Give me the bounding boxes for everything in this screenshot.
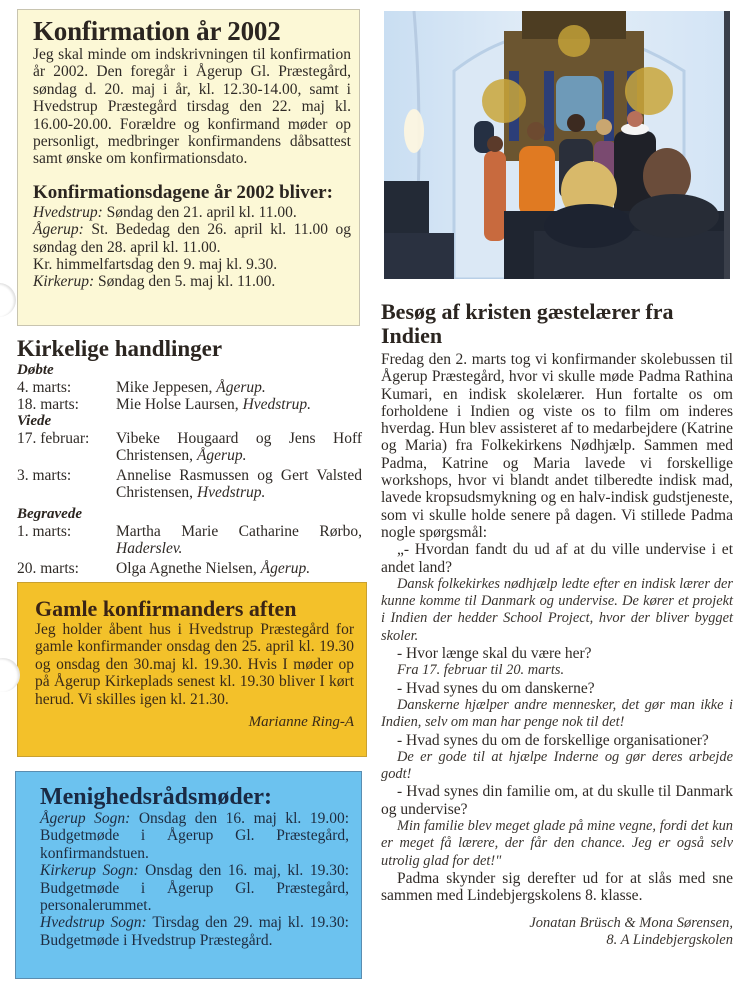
day-text: Søndag den 5. maj kl. 11.00.: [94, 273, 276, 291]
kirkelige-title: Kirkelige handlinger: [17, 336, 223, 361]
entry-place: Hvedstrup.: [196, 484, 266, 501]
parish-label: Kirkerup Sogn:: [40, 862, 139, 880]
konfirmationsdag-item: [33, 221, 351, 256]
list-item: [17, 379, 362, 396]
signature-school: 8. A Lindebjergskolen: [606, 931, 733, 948]
interview-answer: Dansk folkekirkes nødhjælp ledte efter en indisk lærer der kunne komme til Danmark og undervise. De kører et projekt i Indien der hedder School Project, hvor der bliver bygget skoler.: [381, 575, 733, 644]
article-section: [381, 300, 733, 949]
day-text: Søndag den 21. april kl. 11.00.: [102, 203, 297, 221]
list-item: [17, 396, 362, 413]
entry-place: Hvedstrup.: [242, 396, 312, 413]
list-item: [17, 430, 362, 464]
article-outro: Padma skynder sig derefter ud for at slås med sne sammen med Lindebjergskolens 8. klasse.: [381, 869, 733, 905]
menighed-title: Menighedsrådsmøder:: [40, 784, 272, 810]
meeting-item: [40, 810, 349, 862]
interview-question: - Hvor længe skal du være her?: [397, 645, 592, 663]
entry-date: 17. februar:: [17, 430, 90, 447]
parish-label: Ågerup Sogn:: [40, 810, 131, 827]
entry-place: Haderslev.: [116, 540, 183, 557]
meeting-item: [40, 862, 349, 914]
article-signature: [381, 915, 733, 949]
place-label: Hvedstrup:: [33, 203, 103, 221]
church-photo: [384, 11, 730, 279]
entry-name: Martha Marie Catharine Rørbo,: [116, 523, 362, 540]
section-heading-dobte: Døbte: [17, 362, 54, 378]
interview-answer: De er gode til at hjælpe Inderne og gør deres arbejde godt!: [381, 748, 733, 783]
signature-authors: Jonatan Brüsch & Mona Sørensen,: [529, 914, 733, 931]
list-item: [17, 560, 362, 577]
entry-place: Ågerup.: [216, 379, 266, 396]
entry-name: Vibeke Hougaard og Jens Hoff Christensen,: [116, 430, 362, 464]
konfirmation-title: Konfirmation år 2002: [33, 16, 281, 46]
konfirmationsdage-heading: Konfirmationsdagene år 2002 bliver:: [33, 181, 333, 203]
entry-date: 18. marts:: [17, 396, 79, 413]
meeting-item: [40, 914, 349, 949]
konfirmation-box: [17, 9, 360, 326]
konfirmation-body: Jeg skal minde om indskrivningen til konfirmation år 2002. Den foregår i Ågerup Gl. Præstegård, søndag d. 20. maj i år, kl. 12.30-14.00, samt i Hvedstrup Præstegård tirsdag den 22. maj kl. 16.00-20.00. Forældre og konfirmand møder op personligt, medbringer konfirmandens dåbsattest samt ønske om konfirmationsdato.: [33, 46, 351, 168]
list-item: [17, 523, 362, 557]
entry-date: 4. marts:: [17, 379, 72, 396]
interview-question: - Hvad synes du om de forskellige organisationer?: [397, 731, 709, 749]
article-title: Besøg af kristen gæstelærer fra Indien: [381, 299, 674, 348]
entry-name: Mike Jeppesen,: [116, 379, 217, 396]
gamle-body: Jeg holder åbent hus i Hvedstrup Præstegård for gamle konfirmander onsdag den 25. april kl. 19.30 og onsdag den 30.maj kl. 19.30. Hvis I møder op på Ågerup Kirkeplads senest kl. 19.30 bliver I kørt herud. Vi skilles igen kl. 21.30.: [35, 621, 354, 708]
punch-hole: [0, 283, 16, 317]
meeting-text: Onsdag den 16. maj, kl. 19.30: Budgetmøde i Ågerup Gl. Præstegård, personalerummet.: [40, 862, 349, 915]
place-label: Kirkerup:: [33, 273, 95, 291]
interview-question: - Hvad synes du om danskerne?: [397, 679, 595, 697]
meeting-text: Tirsdag den 29. maj kl. 19.30: Budgetmøde i Hvedstrup Præstegård.: [40, 914, 349, 949]
article-intro: Fredag den 2. marts tog vi konfirmander skolebussen til Ågerup Præstegård, hvor vi skulle møde Padma Rathina Kumari, en indisk skolelærer. Hun fortalte os om forholdene i Indien og viste os to film om inderes hverdag. Hun blev assisteret af to medarbejdere (Katrine og Maria) fra Folkekirkens Nødhjælp. Sammen med Padma, Katrine og Maria lavede vi forskellige workshops, hvor vi blandt andet tilberedte indisk mad, lavede kropsudsmykning og en halv-indisk gudstjeneste, som vi skulle holde senere på dagen. Vi stillede Padma nogle spørgsmål:: [381, 351, 733, 541]
konfirmationsdag-item: [33, 273, 351, 290]
meeting-text: Onsdag den 16. maj kl. 19.00: Budgetmøde i Ågerup Gl. Præstegård, konfirmandstuen.: [40, 810, 349, 862]
interview-question: - Hvad synes din familie om, at du skulle til Danmark og undervise?: [381, 783, 733, 818]
day-text: St. Bededag den 26. april kl. 11.00 og søndag den 28. april kl. 11.00.: [33, 221, 351, 256]
section-heading-viede: Viede: [17, 413, 52, 429]
interview-answer: Danskerne hjælper andre mennesker, det gør man ikke i Indien, selv om man har penge nok til det!: [381, 696, 733, 731]
konfirmationsdag-item: [33, 204, 351, 221]
entry-place: Ågerup.: [260, 560, 311, 577]
gamle-title: Gamle konfirmanders aften: [35, 596, 297, 621]
interview-answer: Min familie blev meget glade på mine vegne, fordi det kun er meget få lærere, der får den chance. Jeg er også selv utrolig glad for det!": [381, 818, 733, 869]
konfirmationsdag-item: [33, 256, 351, 273]
gamle-konfirmanders-box: [17, 582, 367, 757]
entry-date: 1. marts:: [17, 523, 72, 540]
day-text: Kr. himmelfartsdag den 9. maj kl. 9.30.: [33, 256, 278, 274]
entry-name: Annelise Rasmussen og Gert Valsted Christensen,: [116, 467, 362, 501]
kirkelige-handlinger-section: [17, 336, 362, 577]
place-label: Ågerup:: [33, 221, 84, 239]
entry-name: Olga Agnethe Nielsen,: [116, 560, 261, 577]
entry-date: 3. marts:: [17, 467, 72, 484]
konfirmationsdage-list: [33, 204, 351, 291]
entry-date: 20. marts:: [17, 560, 79, 577]
entry-place: Ågerup.: [196, 447, 247, 464]
parish-label: Hvedstrup Sogn:: [40, 914, 147, 932]
interview-answer: Fra 17. februar til 20. marts.: [397, 662, 565, 679]
interview-question: „- Hvordan fandt du ud af at du ville undervise i et andet land?: [381, 541, 733, 576]
church-interior-image: [384, 11, 730, 279]
menighedsraadsmoeder-box: [15, 771, 362, 979]
section-heading-begravede: Begravede: [17, 506, 82, 522]
list-item: [17, 467, 362, 501]
entry-name: Mie Holse Laursen,: [116, 396, 243, 413]
gamle-signature: Marianne Ring-A: [248, 714, 354, 731]
